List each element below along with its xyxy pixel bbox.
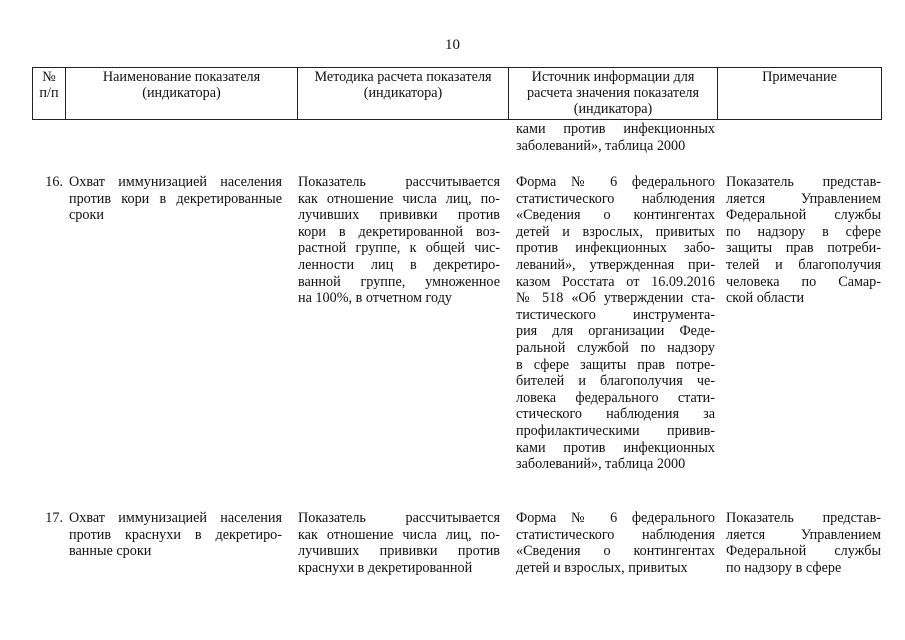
text-line: № xyxy=(42,69,56,85)
text-line: (индикатора) xyxy=(142,85,221,101)
row-17-name xyxy=(69,510,282,560)
text-line: бителей и благополучия че- xyxy=(516,373,715,390)
row-17-num: 17. xyxy=(45,510,63,526)
text-line: ванной группе, умноженное xyxy=(298,273,500,290)
text-line: детей и взрослых, привитых xyxy=(516,223,715,240)
text-line: Форма № 6 федерального xyxy=(516,510,715,526)
text-line: на 100%, в отчетном году xyxy=(298,290,453,307)
text-line: Примечание xyxy=(762,69,837,85)
text-line: кори в декретированной воз- xyxy=(298,223,500,240)
text-line: Показатель рассчитывается xyxy=(298,174,500,190)
text-line: Показатель представ- xyxy=(726,510,881,526)
text-line: Федеральной службы xyxy=(726,207,881,224)
text-line: растной группе, к общей чис- xyxy=(298,240,500,257)
row-17-method xyxy=(298,510,500,576)
text-line: ками против инфекционных xyxy=(516,121,715,137)
text-line: ской области xyxy=(726,290,805,307)
row-16-num: 16. xyxy=(45,174,63,190)
table-header xyxy=(32,67,882,120)
text-line: Охват иммунизацией населения xyxy=(69,174,282,190)
text-line: Методика расчета показателя xyxy=(314,69,492,85)
text-line: № 518 «Об утверждении ста- xyxy=(516,290,715,307)
text-line: человека по Самар- xyxy=(726,273,881,290)
text-line: (индикатора) xyxy=(573,101,653,117)
text-line: ленности лиц в декретиро- xyxy=(298,256,500,273)
text-line: профилактическими привив- xyxy=(516,422,715,439)
text-line: лучивших прививки против xyxy=(298,543,500,560)
text-line: Форма № 6 федерального xyxy=(516,174,715,190)
text-line: статистического наблюдения xyxy=(516,190,715,207)
text-line: леваний», утвержденная при- xyxy=(516,256,715,273)
row-17-source xyxy=(516,510,715,576)
text-line: как отношение числа лиц, по- xyxy=(298,526,500,543)
header-source xyxy=(509,68,718,120)
text-line: ральной службой по надзору xyxy=(516,339,715,356)
text-line: статистического наблюдения xyxy=(516,526,715,543)
row-16-method xyxy=(298,174,500,307)
text-line: по надзору в сфере xyxy=(726,223,881,240)
text-line: (индикатора) xyxy=(363,85,443,101)
row-16-source xyxy=(516,174,715,473)
text-line: против инфекционных забо- xyxy=(516,240,715,257)
text-line: краснухи в декретированной xyxy=(298,559,473,576)
text-line: Федеральной службы xyxy=(726,543,881,560)
text-line: заболеваний», таблица 2000 xyxy=(516,137,686,154)
text-line: лучивших прививки против xyxy=(298,207,500,224)
header-note xyxy=(718,68,882,120)
row-17-note xyxy=(726,510,881,576)
text-line: по надзору в сфере xyxy=(726,559,842,576)
text-line: п/п xyxy=(39,85,59,101)
text-line: ляется Управлением xyxy=(726,526,881,543)
text-line: Наименование показателя xyxy=(102,69,261,85)
text-line: «Сведения о контингентах xyxy=(516,543,715,560)
text-line: заболеваний», таблица 2000 xyxy=(516,456,686,473)
row-16-name xyxy=(69,174,282,224)
text-line: тистического инструмента- xyxy=(516,306,715,323)
text-line: как отношение числа лиц, по- xyxy=(298,190,500,207)
text-line: Показатель рассчитывается xyxy=(298,510,500,526)
text-line: стического наблюдения за xyxy=(516,406,715,423)
text-line: Показатель представ- xyxy=(726,174,881,190)
text-line: Источник информации для xyxy=(531,69,695,85)
header-name xyxy=(66,68,298,120)
text-line: телей и благополучия xyxy=(726,256,881,273)
text-line: ками против инфекционных xyxy=(516,439,715,456)
header-num xyxy=(33,68,66,120)
text-line: рия для организации Феде- xyxy=(516,323,715,340)
text-line: детей и взрослых, привитых xyxy=(516,559,688,576)
text-line: против краснухи в декретиро- xyxy=(69,526,282,543)
text-line: казом Росстата от 16.09.2016 xyxy=(516,273,715,290)
text-line: расчета значения показателя xyxy=(527,85,699,101)
text-line: против кори в декретированные xyxy=(69,190,282,207)
text-line: сроки xyxy=(69,207,104,224)
header-method xyxy=(298,68,509,120)
text-line: «Сведения о контингентах xyxy=(516,207,715,224)
text-line: в сфере защиты прав потре- xyxy=(516,356,715,373)
continuation-source xyxy=(516,121,715,154)
text-line: ловека федерального стати- xyxy=(516,389,715,406)
text-line: Охват иммунизацией населения xyxy=(69,510,282,526)
row-16-note xyxy=(726,174,881,307)
text-line: защиты прав потреби- xyxy=(726,240,881,257)
page-number: 10 xyxy=(445,37,460,53)
text-line: ванные сроки xyxy=(69,543,152,560)
text-line: ляется Управлением xyxy=(726,190,881,207)
